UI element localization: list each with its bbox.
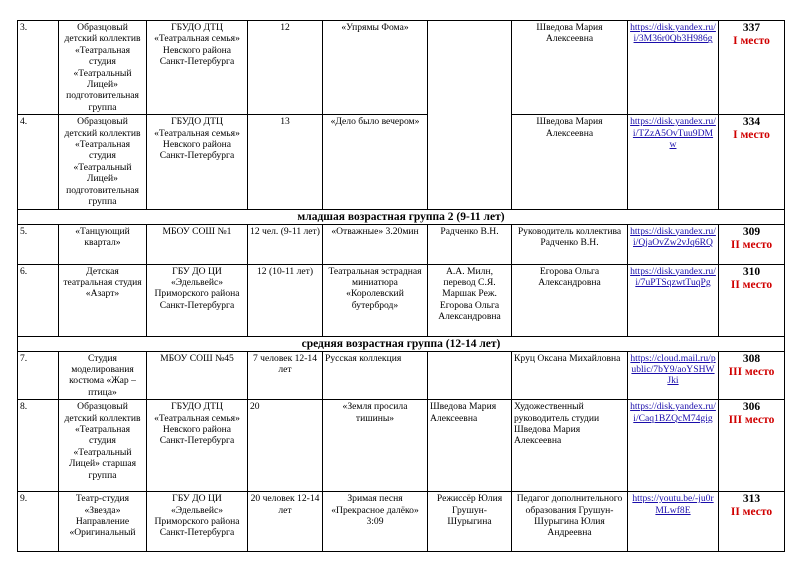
result-cell: [719, 351, 785, 400]
result-cell: [719, 264, 785, 336]
result-cell: [719, 492, 785, 552]
video-link-cell: [628, 21, 719, 115]
staging-author: Шведова Мария Алексеевна: [428, 400, 512, 492]
score: 306: [742, 401, 761, 414]
place: III место: [728, 414, 775, 427]
performance-title: Театральная эстрадная миниатюра «Королевский бутерброд»: [323, 264, 428, 336]
score: 309: [742, 225, 761, 238]
leader: Егорова Ольга Александровна: [512, 264, 628, 336]
video-link-cell: [628, 264, 719, 336]
place: I место: [733, 35, 770, 47]
age-group-title: младшая возрастная группа 2 (9-11 лет): [18, 209, 785, 224]
collective-name: «Танцующий квартал»: [59, 224, 147, 264]
video-link-cell: [628, 400, 719, 492]
staging-author: [428, 21, 512, 210]
row-number: 6.: [18, 264, 59, 336]
result-cell: [719, 400, 785, 492]
video-link[interactable]: https://disk.yandex.ru/i/Caq1BZQcM74gig: [630, 401, 716, 424]
row-number: 4.: [18, 115, 59, 209]
leader: Шведова Мария Алексеевна: [512, 21, 628, 115]
leader: Круц Оксана Михайловна: [512, 351, 628, 400]
table-row: [18, 115, 785, 209]
participants-count: 13: [248, 115, 323, 209]
table-row: [18, 21, 785, 115]
score: 308: [742, 352, 761, 365]
leader: Педагог дополнительного образования Грушун-Шурыгина Юлия Андреевна: [512, 492, 628, 552]
collective-name: Театр-студия «Звезда» Направление «Оригинальный: [59, 492, 147, 552]
score: 310: [742, 265, 761, 278]
organization: МБОУ СОШ №1: [147, 224, 248, 264]
performance-title: «Отважные» 3.20мин: [323, 224, 428, 264]
staging-author: Режиссёр Юлия Грушун-Шурыгина: [428, 492, 512, 552]
results-table: [17, 20, 785, 552]
organization: МБОУ СОШ №45: [147, 351, 248, 400]
place: II место: [730, 238, 773, 251]
participants-count: 12 чел. (9-11 лет): [248, 224, 323, 264]
staging-author: Радченко В.Н.: [428, 224, 512, 264]
table-row: [18, 224, 785, 264]
video-link[interactable]: https://youtu.be/-ju0rMLwf8E: [632, 493, 714, 516]
age-group-header: [18, 209, 785, 224]
video-link[interactable]: https://disk.yandex.ru/i/3M36r0Qb3H986g: [630, 22, 716, 45]
participants-count: 20: [248, 400, 323, 492]
performance-title: Зримая песня «Прекрасное далёко» 3:09: [323, 492, 428, 552]
row-number: 8.: [18, 400, 59, 492]
participants-count: 12: [248, 21, 323, 115]
organization: ГБУДО ДТЦ «Театральная семья» Невского района Санкт-Петербурга: [147, 21, 248, 115]
table-row: [18, 351, 785, 400]
result-cell: [719, 21, 785, 115]
performance-title: «Земля просила тишины»: [323, 400, 428, 492]
organization: ГБУ ДО ЦИ «Эдельвейс» Приморского района Санкт-Петербурга: [147, 492, 248, 552]
row-number: 9.: [18, 492, 59, 552]
participants-count: 20 человек 12-14 лет: [248, 492, 323, 552]
video-link[interactable]: https://disk.yandex.ru/i/7uPTSqzwtTuqPg: [630, 265, 716, 288]
leader: Шведова Мария Алексеевна: [512, 115, 628, 209]
score: 337: [742, 22, 761, 34]
row-number: 3.: [18, 21, 59, 115]
place: II место: [730, 506, 773, 519]
age-group-title: средняя возрастная группа (12-14 лет): [18, 336, 785, 351]
video-link-cell: [628, 224, 719, 264]
score: 334: [742, 116, 761, 129]
leader: Художественный руководитель студии Шведова Мария Алексеевна: [512, 400, 628, 492]
video-link-cell: [628, 492, 719, 552]
video-link-cell: [628, 115, 719, 209]
result-cell: [719, 224, 785, 264]
organization: ГБУДО ДТЦ «Театральная семья» Невского района Санкт-Петербурга: [147, 115, 248, 209]
collective-name: Образцовый детский коллектив «Театральная студия «Театральный Лицей» старшая группа: [59, 400, 147, 492]
video-link-cell: [628, 351, 719, 400]
table-row: [18, 400, 785, 492]
table-row: [18, 264, 785, 336]
organization: ГБУДО ДТЦ «Театральная семья» Невского района Санкт-Петербурга: [147, 400, 248, 492]
performance-title: Русская коллекция: [323, 351, 428, 400]
place: I место: [733, 129, 770, 142]
performance-title: «Дело было вечером»: [323, 115, 428, 209]
place: II место: [730, 278, 773, 291]
collective-name: Детская театральная студия «Азарт»: [59, 264, 147, 336]
performance-title: «Упрямы Фома»: [323, 21, 428, 115]
age-group-header: [18, 336, 785, 351]
leader: Руководитель коллектива Радченко В.Н.: [512, 224, 628, 264]
video-link[interactable]: https://disk.yandex.ru/i/TZzA5OvTuu9DMw: [630, 116, 716, 151]
organization: ГБУ ДО ЦИ «Эдельвейс» Приморского района Санкт-Петербурга: [147, 264, 248, 336]
participants-count: 12 (10-11 лет): [248, 264, 323, 336]
row-number: 5.: [18, 224, 59, 264]
collective-name: Образцовый детский коллектив «Театральная студия «Театральный Лицей» подготовительная группа: [59, 21, 147, 115]
table-row: [18, 492, 785, 552]
video-link[interactable]: https://disk.yandex.ru/i/QjaOvZw2vJq6RQ: [630, 225, 716, 248]
staging-author: А.А. Милн, перевод С.Я. Маршак Реж. Егорова Ольга Александровна: [428, 264, 512, 336]
collective-name: Образцовый детский коллектив «Театральная студия «Театральный Лицей» подготовительная группа: [59, 115, 147, 209]
staging-author: [428, 351, 512, 400]
video-link[interactable]: https://cloud.mail.ru/public/7bY9/aoYSHWJki: [630, 352, 716, 387]
score: 313: [742, 493, 761, 506]
row-number: 7.: [18, 351, 59, 400]
participants-count: 7 человек 12-14 лет: [248, 351, 323, 400]
collective-name: Студия моделирования костюма «Жар – птица»: [59, 351, 147, 400]
place: III место: [728, 365, 775, 378]
result-cell: [719, 115, 785, 209]
